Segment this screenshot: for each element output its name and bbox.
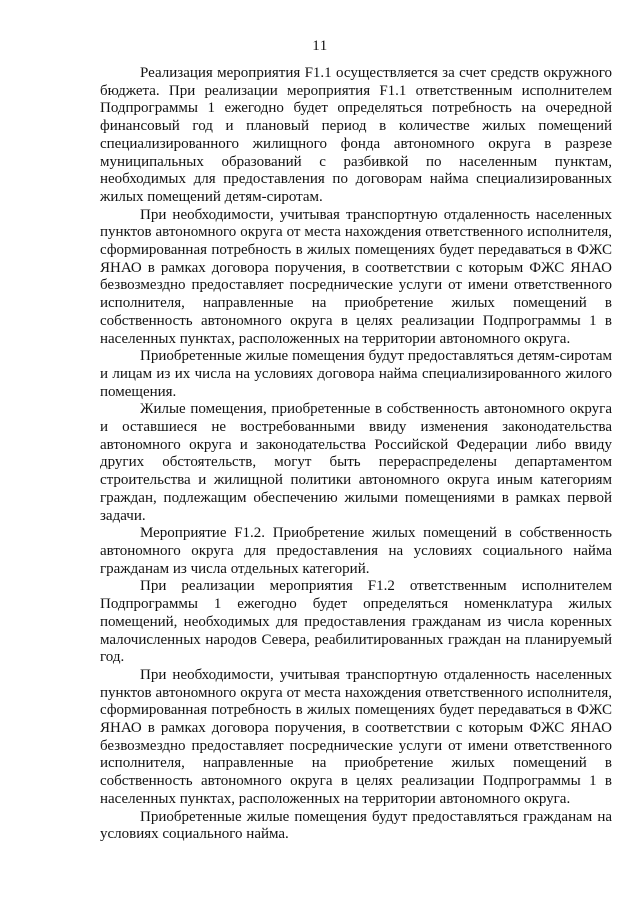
paragraph-f1-2-nomenclature: При реализации мероприятия F1.2 ответственным исполнителем Подпрограммы 1 ежегодно будет определяться номенклатура жилых помещений, необходимых для предоставления гражданам из числа коренных малочисленных народов Севера, реабилитированных граждан на планируемый год. [100, 578, 612, 666]
document-body [100, 65, 612, 844]
paragraph-orphans-housing: Приобретенные жилые помещения будут предоставляться детям-сиротам и лицам из их числа на условиях договора найма специализированного жилого помещения. [100, 348, 612, 400]
paragraph-unclaimed-housing: Жилые помещения, приобретенные в собственность автономного округа и оставшиеся не востребованными ввиду изменения законодательства автономного округа и законодательства Российской Федерации либо ввиду других обстоятельств, могут быть перераспределены департаментом строительства и жилищной политики автономного округа иным категориям граждан, подлежащим обеспечению жилыми помещениями в рамках первой задачи. [100, 401, 612, 524]
paragraph-f1-1-funding: Реализация мероприятия F1.1 осуществляется за счет средств окружного бюджета. При реализации мероприятия F1.1 ответственным исполнителем Подпрограммы 1 ежегодно будет определяться потребность на очередной финансовый год и плановый период в количестве жилых помещений специализированного жилищного фонда автономного округа в разрезе муниципальных образований с разбивкой по населенным пунктам, необходимых для предоставления по договорам найма специализированных жилых помещений детям-сиротам. [100, 65, 612, 205]
paragraph-transport-distance-1: При необходимости, учитывая транспортную отдаленность населенных пунктов автономного округа от места нахождения ответственного исполнителя, сформированная потребность в жилых помещениях будет передаваться в ФЖС ЯНАО в рамках договора поручения, в соответствии с которым ФЖС ЯНАО безвозмездно предоставляет посреднические услуги от имени ответственного исполнителя, направленные на приобретение жилых помещений в собственность автономного округа в целях реализации Подпрограммы 1 в населенных пунктах, расположенных на территории автономного округа. [100, 206, 612, 347]
paragraph-transport-distance-2: При необходимости, учитывая транспортную отдаленность населенных пунктов автономного округа от места нахождения ответственного исполнителя, сформированная потребность в жилых помещениях будет передаваться в ФЖС ЯНАО в рамках договора поручения, в соответствии с которым ФЖС ЯНАО безвозмездно предоставляет посреднические услуги от имени ответственного исполнителя, направленные на приобретение жилых помещений в собственность автономного округа в целях реализации Подпрограммы 1 в населенных пунктах, расположенных на территории автономного округа. [100, 666, 612, 807]
paragraph-f1-2-title: Мероприятие F1.2. Приобретение жилых помещений в собственность автономного округа для предоставления на условиях социального найма гражданам из числа отдельных категорий. [100, 525, 612, 577]
paragraph-social-rent: Приобретенные жилые помещения будут предоставляться гражданам на условиях социального найма. [100, 808, 612, 843]
page-number: 11 [312, 38, 328, 54]
